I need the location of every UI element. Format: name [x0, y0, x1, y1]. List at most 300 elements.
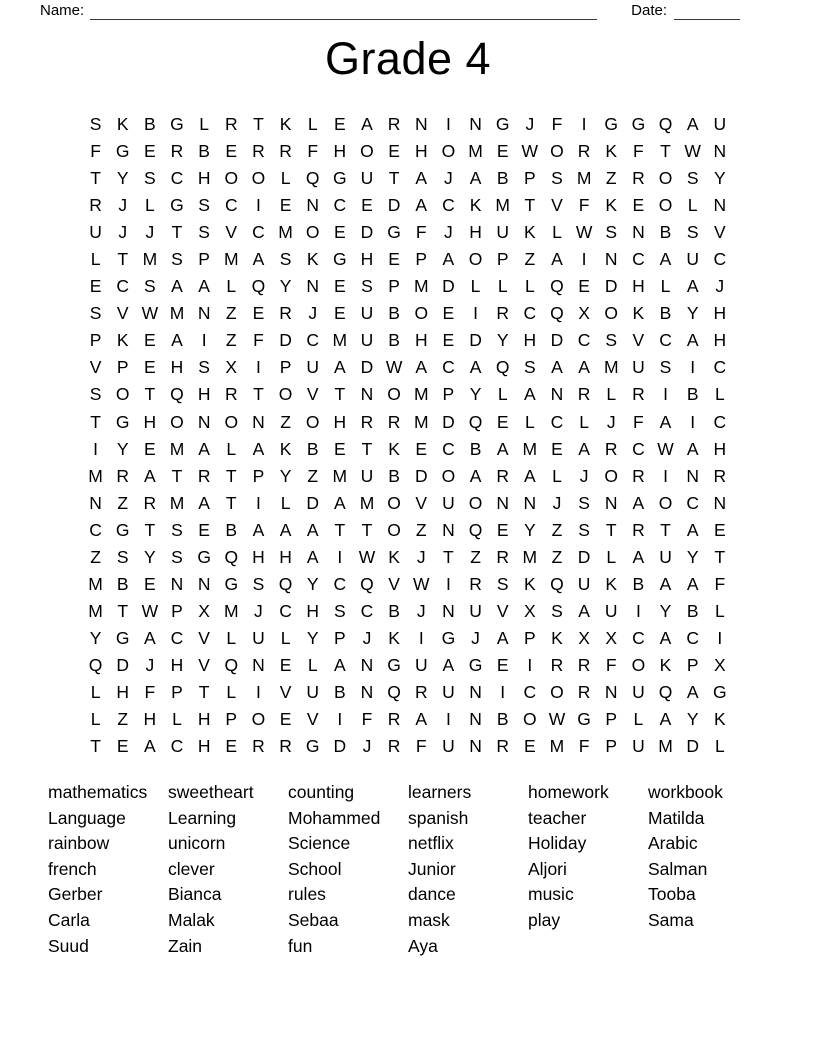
grid-letter: Z — [117, 709, 129, 730]
grid-letter: C — [659, 330, 672, 351]
grid-letter: K — [523, 573, 536, 594]
grid-letter: R — [550, 654, 564, 675]
grid-letter: R — [387, 411, 401, 432]
grid-letter: Y — [686, 303, 699, 324]
grid-letter: J — [145, 222, 155, 243]
grid-letter: W — [385, 357, 403, 378]
grid-letter: K — [605, 195, 618, 216]
grid-letter: Q — [550, 573, 564, 594]
grid-letter: A — [496, 627, 509, 648]
grid-letter: C — [523, 682, 537, 702]
grid-letter: J — [145, 654, 155, 675]
grid-letter: R — [496, 303, 509, 324]
grid-letter: I — [255, 492, 261, 513]
grid-letter: P — [171, 682, 183, 702]
grid-letter: D — [387, 195, 401, 216]
word-list-column — [48, 780, 168, 959]
grid-letter: W — [141, 303, 159, 324]
grid-letter: A — [279, 519, 292, 540]
grid-letter: F — [90, 141, 101, 162]
grid-letter: C — [550, 411, 564, 432]
grid-letter: S — [496, 573, 509, 594]
grid-letter: A — [415, 168, 428, 189]
grid-letter: I — [93, 438, 98, 459]
word-item: counting — [288, 782, 355, 802]
grid-letter: B — [333, 682, 346, 702]
grid-letter: N — [197, 573, 211, 594]
grid-letter: H — [632, 276, 645, 297]
grid-letter: J — [552, 492, 562, 513]
grid-letter: M — [413, 384, 429, 405]
grid-letter: R — [632, 465, 645, 486]
grid-letter: L — [144, 195, 155, 216]
grid-letter: Y — [306, 627, 319, 648]
grid-letter: B — [225, 519, 238, 540]
grid-letter: Z — [90, 546, 101, 567]
grid-letter: S — [116, 546, 129, 567]
grid-letter: R — [577, 682, 591, 702]
grid-letter: N — [252, 654, 265, 675]
grid-letter: C — [713, 357, 727, 378]
grid-letter: K — [605, 573, 618, 594]
grid-letter: E — [252, 303, 265, 324]
grid-letter: O — [658, 492, 673, 513]
grid-letter: Z — [551, 519, 563, 540]
grid-letter: R — [577, 654, 591, 675]
grid-letter: E — [89, 276, 102, 297]
grid-letter: R — [632, 384, 645, 405]
grid-letter: H — [143, 411, 157, 432]
grid-letter: C — [686, 627, 699, 648]
word-item: Suud — [48, 935, 89, 956]
grid-letter: N — [713, 141, 727, 162]
grid-letter: A — [415, 195, 428, 216]
grid-letter: C — [89, 519, 102, 540]
grid-letter: Q — [468, 411, 483, 432]
grid-letter: M — [278, 222, 293, 243]
grid-letter: H — [713, 438, 727, 459]
grid-letter: U — [632, 682, 645, 702]
grid-letter: R — [632, 168, 645, 189]
grid-letter: P — [496, 249, 509, 270]
grid-letter: D — [442, 411, 455, 432]
grid-letter: E — [279, 709, 292, 730]
grid-letter: N — [360, 682, 374, 702]
grid-letter: G — [604, 114, 619, 135]
grid-letter: E — [713, 519, 726, 540]
grid-letter: X — [578, 303, 590, 324]
grid-letter: E — [523, 736, 536, 757]
grid-letter: O — [604, 303, 619, 324]
grid-letter: Q — [658, 114, 673, 135]
grid-letter: A — [198, 492, 210, 513]
grid-letter: I — [527, 654, 533, 675]
grid-letter: M — [522, 546, 538, 567]
grid-letter: L — [172, 709, 182, 730]
word-item: unicorn — [168, 833, 226, 854]
grid-letter: L — [633, 709, 644, 730]
grid-letter: Y — [713, 168, 726, 189]
grid-letter: G — [197, 546, 211, 567]
grid-letter: I — [690, 411, 696, 432]
grid-letter: T — [144, 519, 156, 540]
grid-letter: L — [524, 411, 535, 432]
grid-letter: T — [90, 411, 101, 432]
grid-letter: Q — [224, 654, 239, 675]
grid-letter: O — [387, 492, 401, 513]
word-item: Junior — [408, 858, 456, 879]
grid-letter: G — [115, 411, 130, 432]
word-item: Salman — [648, 858, 708, 879]
grid-letter: S — [144, 168, 156, 189]
grid-letter: T — [90, 736, 101, 757]
grid-letter: M — [88, 600, 103, 621]
grid-letter: P — [333, 627, 346, 648]
grid-letter: A — [415, 709, 428, 730]
grid-letter: O — [387, 384, 401, 405]
grid-letter: R — [360, 411, 374, 432]
grid-letter: H — [333, 411, 347, 432]
grid-letter: A — [686, 330, 699, 351]
grid-letter: E — [116, 736, 129, 757]
grid-letter: L — [470, 276, 481, 297]
grid-letter: R — [252, 736, 265, 757]
grid-letter: S — [144, 276, 156, 297]
grid-letter: G — [305, 736, 320, 757]
grid-letter: A — [333, 357, 346, 378]
grid-letter: O — [224, 168, 239, 189]
grid-letter: T — [171, 465, 183, 486]
grid-letter: R — [170, 141, 184, 162]
grid-letter: N — [89, 492, 102, 513]
name-label: Name: — [40, 2, 85, 19]
grid-letter: P — [523, 168, 536, 189]
word-list-column — [168, 780, 288, 959]
grid-letter: H — [713, 330, 727, 351]
grid-letter: C — [224, 195, 238, 216]
grid-letter: W — [684, 141, 701, 162]
grid-letter: N — [604, 249, 618, 270]
worksheet-header — [40, 2, 740, 20]
grid-letter: S — [686, 168, 699, 189]
grid-letter: P — [388, 276, 400, 297]
grid-letter: L — [90, 682, 101, 702]
grid-letter: K — [659, 654, 672, 675]
grid-letter: J — [254, 600, 263, 621]
grid-letter: E — [333, 222, 346, 243]
grid-letter: A — [551, 249, 563, 270]
grid-letter: C — [170, 736, 184, 757]
word-item: Zain — [168, 935, 203, 956]
grid-letter: N — [686, 465, 699, 486]
grid-letter: O — [658, 168, 673, 189]
word-item: netflix — [408, 833, 454, 854]
grid-letter: G — [631, 114, 646, 135]
date-blank-line — [674, 4, 740, 20]
grid-letter: X — [578, 627, 590, 648]
grid-letter: G — [333, 249, 347, 270]
grid-letter: B — [659, 303, 672, 324]
grid-letter: L — [497, 384, 508, 405]
grid-letter: N — [442, 519, 455, 540]
grid-letter: E — [388, 249, 400, 270]
grid-letter: U — [469, 600, 482, 621]
grid-letter: R — [577, 141, 591, 162]
grid-letter: U — [713, 114, 727, 135]
grid-letter: U — [360, 168, 374, 189]
grid-letter: B — [388, 330, 400, 351]
grid-letter: A — [659, 573, 672, 594]
grid-letter: I — [201, 330, 207, 351]
grid-letter: L — [226, 627, 237, 648]
grid-letter: L — [199, 114, 209, 135]
grid-letter: L — [714, 600, 725, 621]
grid-letter: S — [578, 492, 590, 513]
grid-letter: N — [523, 492, 537, 513]
grid-letter: U — [306, 357, 320, 378]
grid-letter: U — [442, 736, 455, 757]
grid-letter: E — [361, 195, 373, 216]
grid-letter: E — [333, 114, 346, 135]
grid-letter: I — [445, 709, 451, 730]
grid-letter: A — [171, 330, 183, 351]
grid-letter: L — [714, 384, 725, 405]
grid-letter: R — [116, 465, 130, 486]
grid-letter: Y — [686, 709, 699, 730]
grid-letter: O — [550, 682, 564, 702]
grid-letter: R — [577, 384, 591, 405]
grid-letter: M — [549, 736, 565, 757]
grid-letter: N — [469, 709, 482, 730]
grid-letter: L — [90, 249, 101, 270]
grid-letter: Q — [550, 303, 564, 324]
grid-letter: Q — [251, 276, 266, 297]
grid-letter: J — [444, 168, 453, 189]
grid-letter: K — [713, 709, 726, 730]
grid-letter: T — [225, 492, 237, 513]
grid-letter: H — [279, 546, 292, 567]
grid-letter: M — [88, 573, 103, 594]
grid-letter: G — [468, 654, 483, 675]
grid-letter: C — [333, 573, 347, 594]
grid-letter: O — [224, 411, 239, 432]
grid-letter: M — [603, 357, 619, 378]
grid-letter: R — [604, 438, 618, 459]
grid-letter: N — [197, 411, 211, 432]
grid-letter: P — [225, 709, 238, 730]
grid-letter: S — [361, 276, 373, 297]
word-item: Aya — [408, 935, 438, 956]
grid-letter: E — [279, 654, 292, 675]
grid-letter: A — [686, 519, 699, 540]
grid-letter: I — [445, 114, 451, 135]
grid-letter: A — [659, 627, 672, 648]
grid-letter: W — [141, 600, 159, 621]
grid-letter: L — [90, 709, 101, 730]
grid-letter: Z — [280, 411, 291, 432]
grid-letter: G — [333, 168, 347, 189]
word-item: dance — [408, 884, 456, 905]
grid-letter: U — [442, 682, 455, 702]
grid-letter: M — [169, 303, 185, 324]
grid-letter: E — [198, 519, 210, 540]
grid-letter: W — [358, 546, 376, 567]
grid-letter: O — [115, 384, 130, 405]
grid-letter: T — [90, 168, 101, 189]
grid-letter: H — [252, 546, 265, 567]
grid-letter: U — [360, 465, 374, 486]
grid-letter: R — [496, 736, 509, 757]
grid-letter: C — [632, 438, 645, 459]
grid-letter: E — [442, 303, 455, 324]
grid-letter: N — [604, 682, 618, 702]
word-item: teacher — [528, 807, 587, 828]
grid-letter: E — [144, 438, 156, 459]
grid-letter: A — [578, 438, 590, 459]
grid-letter: Y — [659, 600, 672, 621]
grid-letter: P — [415, 249, 428, 270]
grid-letter: J — [579, 465, 589, 486]
grid-letter: D — [550, 330, 564, 351]
grid-letter: D — [577, 546, 591, 567]
grid-letter: Q — [224, 546, 239, 567]
grid-letter: S — [605, 330, 618, 351]
grid-letter: R — [143, 492, 157, 513]
grid-letter: E — [388, 141, 400, 162]
grid-letter: L — [660, 276, 671, 297]
grid-letter: L — [687, 195, 698, 216]
grid-letter: M — [576, 168, 592, 189]
word-item: School — [288, 858, 342, 879]
grid-letter: D — [306, 492, 320, 513]
grid-letter: B — [306, 438, 319, 459]
grid-letter: I — [717, 627, 723, 648]
grid-letter: U — [632, 736, 645, 757]
grid-letter: Z — [470, 546, 481, 567]
grid-letter: D — [333, 736, 347, 757]
grid-letter: O — [387, 519, 401, 540]
grid-letter: W — [575, 222, 593, 243]
grid-letter: R — [387, 114, 401, 135]
grid-letter: H — [414, 330, 428, 351]
grid-letter: H — [414, 141, 428, 162]
grid-letter: R — [414, 682, 428, 702]
grid-letter: D — [360, 357, 374, 378]
grid-letter: N — [360, 654, 374, 675]
grid-letter: R — [496, 465, 509, 486]
grid-letter: I — [255, 357, 261, 378]
grid-letter: A — [252, 519, 265, 540]
grid-letter: J — [444, 222, 453, 243]
grid-letter: D — [414, 465, 428, 486]
grid-letter: B — [632, 573, 645, 594]
grid-letter: H — [197, 384, 211, 405]
grid-letter: A — [252, 249, 265, 270]
grid-letter: Q — [387, 682, 401, 702]
grid-letter: C — [713, 411, 727, 432]
grid-letter: M — [223, 249, 239, 270]
word-item: french — [48, 858, 97, 879]
grid-letter: N — [469, 736, 482, 757]
grid-letter: N — [713, 492, 727, 513]
grid-letter: L — [280, 627, 291, 648]
grid-letter: H — [713, 303, 727, 324]
word-item: Aljori — [528, 858, 567, 879]
grid-letter: E — [144, 357, 156, 378]
grid-letter: D — [604, 276, 618, 297]
grid-letter: G — [712, 682, 727, 702]
grid-letter: A — [171, 276, 183, 297]
grid-letter: L — [280, 492, 291, 513]
word-item: mathematics — [48, 782, 148, 802]
grid-letter: C — [632, 249, 645, 270]
grid-letter: S — [279, 249, 292, 270]
grid-letter: W — [521, 141, 539, 162]
grid-letter: M — [495, 195, 510, 216]
grid-letter: J — [606, 411, 616, 432]
grid-letter: K — [388, 627, 400, 648]
grid-letter: N — [360, 384, 374, 405]
grid-letter: V — [551, 195, 563, 216]
grid-letter: K — [551, 627, 563, 648]
grid-letter: W — [548, 709, 566, 730]
grid-letter: S — [659, 357, 672, 378]
grid-letter: M — [332, 465, 348, 486]
grid-letter: F — [361, 709, 373, 730]
grid-letter: H — [116, 682, 130, 702]
grid-letter: Q — [468, 519, 483, 540]
grid-letter: J — [362, 627, 372, 648]
grid-letter: T — [361, 438, 373, 459]
word-list-column — [408, 780, 528, 959]
grid-letter: H — [170, 654, 184, 675]
grid-letter: A — [333, 492, 346, 513]
grid-letter: E — [442, 330, 455, 351]
word-item: mask — [408, 909, 450, 930]
grid-letter: D — [116, 654, 130, 675]
grid-letter: T — [388, 168, 400, 189]
grid-letter: K — [279, 438, 292, 459]
grid-letter: Q — [88, 654, 103, 675]
grid-letter: H — [197, 736, 211, 757]
grid-letter: B — [469, 438, 482, 459]
word-item: Sama — [648, 909, 694, 930]
grid-letter: Y — [144, 546, 156, 567]
grid-letter: N — [632, 222, 645, 243]
grid-letter: L — [226, 438, 237, 459]
word-item: Holiday — [528, 833, 587, 854]
grid-letter: A — [686, 573, 699, 594]
grid-letter: S — [578, 519, 590, 540]
grid-letter: M — [169, 492, 185, 513]
grid-letter: A — [144, 736, 156, 757]
grid-letter: R — [632, 519, 645, 540]
grid-letter: F — [605, 654, 617, 675]
grid-letter: R — [279, 141, 292, 162]
word-item: rules — [288, 884, 326, 905]
grid-letter: E — [578, 276, 590, 297]
grid-letter: Y — [279, 465, 292, 486]
grid-letter: D — [686, 736, 699, 757]
word-list-column — [648, 780, 768, 959]
grid-letter: L — [497, 276, 508, 297]
grid-letter: G — [170, 195, 184, 216]
grid-letter: S — [198, 357, 210, 378]
grid-letter: I — [663, 465, 668, 486]
grid-letter: P — [605, 709, 618, 730]
page-title: Grade 4 — [324, 33, 492, 84]
grid-letter: B — [388, 465, 400, 486]
